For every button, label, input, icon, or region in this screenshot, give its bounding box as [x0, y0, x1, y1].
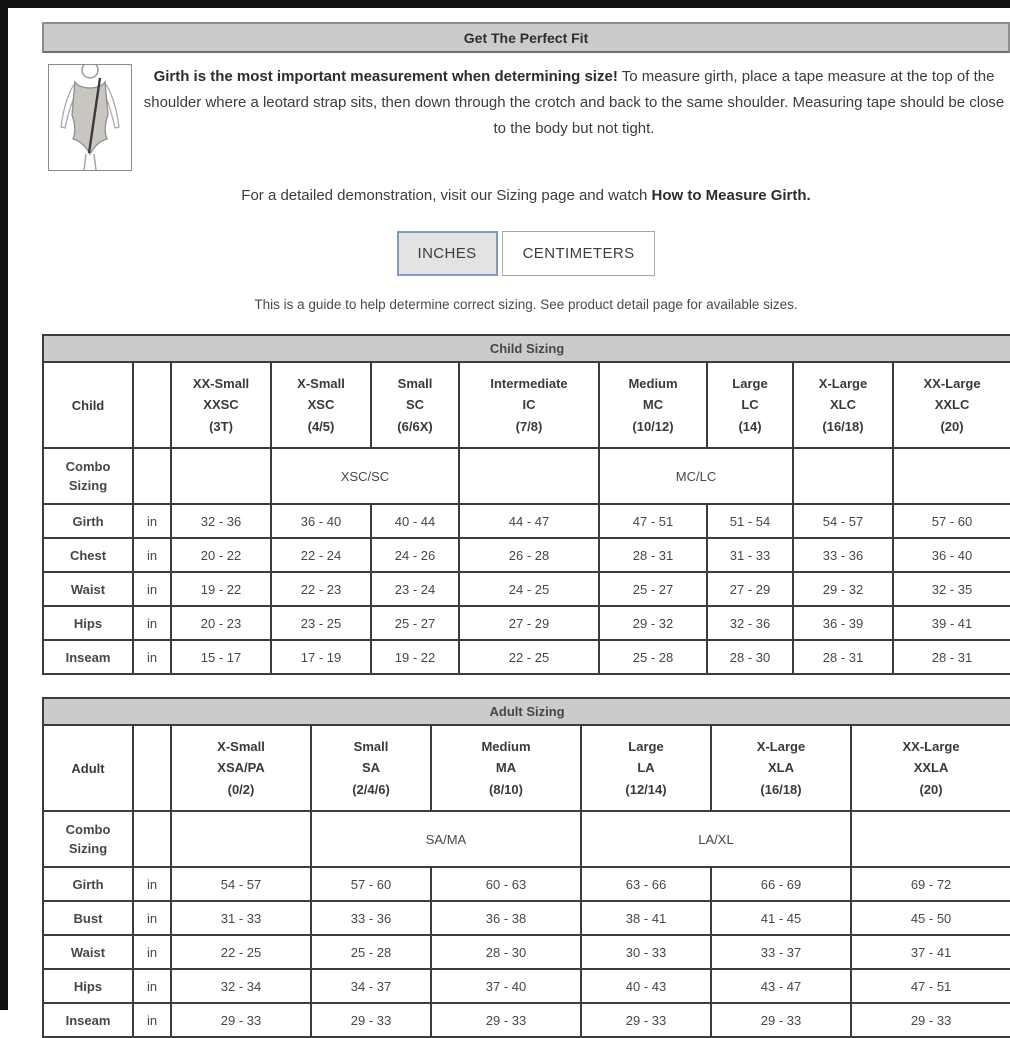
combo-group-cell: SA/MA — [311, 811, 581, 867]
unit-column-header — [133, 725, 171, 811]
size-header-line: (8/10) — [489, 781, 523, 797]
size-header-line: (4/5) — [307, 418, 335, 434]
unit-cell: in — [133, 504, 171, 538]
adult-size-column-header — [711, 725, 851, 811]
page-content — [42, 22, 1010, 1038]
unit-cell: in — [133, 935, 171, 969]
measurement-value-cell: 25 - 28 — [599, 640, 707, 674]
size-header-line: SA — [361, 760, 381, 776]
combo-group-cell — [793, 448, 893, 504]
measurement-value-cell: 22 - 25 — [171, 935, 311, 969]
size-header-line: (0/2) — [227, 781, 255, 797]
adult-size-column-header — [581, 725, 711, 811]
adult-row-waist — [43, 935, 1010, 969]
centimeters-button[interactable]: CENTIMETERS — [502, 231, 656, 276]
adult-size-column-header — [311, 725, 431, 811]
child-size-column-header — [793, 362, 893, 448]
measurement-value-cell: 22 - 25 — [459, 640, 599, 674]
demo-line — [42, 187, 1010, 204]
size-header-line: MC — [642, 397, 664, 413]
size-header-line: (7/8) — [515, 418, 543, 434]
sizing-guide-note: This is a guide to help determine correct sizing. See product detail page for available sizes. — [254, 297, 798, 312]
measurement-value-cell: 36 - 39 — [793, 606, 893, 640]
measurement-value-cell: 51 - 54 — [707, 504, 793, 538]
size-header-line: XXLC — [934, 397, 970, 413]
size-header-line: (16/18) — [760, 781, 802, 797]
size-header-line: (3T) — [209, 418, 233, 434]
measurement-label: Girth — [43, 867, 133, 901]
window-frame-left — [0, 0, 8, 1010]
measurement-value-cell: 29 - 33 — [431, 1003, 581, 1037]
size-header-line: Medium — [481, 738, 531, 754]
measurement-value-cell: 28 - 30 — [707, 640, 793, 674]
measurement-value-cell: 29 - 33 — [581, 1003, 711, 1037]
size-header-line: XXSC — [203, 397, 239, 413]
window-frame-top — [0, 0, 1010, 8]
measurement-label: Chest — [43, 538, 133, 572]
measurement-value-cell: 29 - 32 — [599, 606, 707, 640]
measurement-value-cell: 33 - 36 — [793, 538, 893, 572]
measurement-value-cell: 30 - 33 — [581, 935, 711, 969]
measurement-value-cell: 28 - 31 — [893, 640, 1010, 674]
measurement-label: Hips — [43, 606, 133, 640]
size-header-line: MA — [495, 760, 517, 776]
adult-row-header: Adult — [43, 725, 133, 811]
size-header-line: XSC — [307, 397, 335, 413]
combo-group-cell — [851, 811, 1010, 867]
size-header-line: Large — [628, 738, 664, 754]
size-header-line: XX-Small — [192, 375, 250, 391]
unit-cell: in — [133, 1003, 171, 1037]
adult-sizing-table — [42, 697, 1010, 1038]
measurement-value-cell: 31 - 33 — [707, 538, 793, 572]
measurement-value-cell: 38 - 41 — [581, 901, 711, 935]
size-header-line: Medium — [628, 375, 678, 391]
unit-cell: in — [133, 606, 171, 640]
size-header-line: (20) — [940, 418, 964, 434]
measurement-value-cell: 57 - 60 — [893, 504, 1010, 538]
measurement-label: Waist — [43, 935, 133, 969]
measurement-value-cell: 34 - 37 — [311, 969, 431, 1003]
combo-group-cell: XSC/SC — [271, 448, 459, 504]
inches-button[interactable]: INCHES — [397, 231, 498, 276]
adult-size-column-header — [851, 725, 1010, 811]
child-size-header-row — [43, 362, 1010, 448]
measurement-value-cell: 54 - 57 — [793, 504, 893, 538]
adult-row-girth — [43, 867, 1010, 901]
size-header-line: XXLA — [913, 760, 949, 776]
measurement-value-cell: 27 - 29 — [707, 572, 793, 606]
combo-group-cell — [171, 811, 311, 867]
unit-cell — [133, 811, 171, 867]
adult-row-bust — [43, 901, 1010, 935]
child-size-column-header — [599, 362, 707, 448]
unit-cell — [133, 448, 171, 504]
child-combo-sizing-row — [43, 448, 1010, 504]
unit-toggle — [42, 231, 1010, 276]
measurement-value-cell: 28 - 31 — [599, 538, 707, 572]
measurement-value-cell: 29 - 33 — [311, 1003, 431, 1037]
measurement-value-cell: 41 - 45 — [711, 901, 851, 935]
measurement-value-cell: 54 - 57 — [171, 867, 311, 901]
measurement-value-cell: 36 - 38 — [431, 901, 581, 935]
measurement-label: Girth — [43, 504, 133, 538]
measurement-label: Inseam — [43, 640, 133, 674]
measurement-value-cell: 28 - 31 — [793, 640, 893, 674]
adult-row-inseam — [43, 1003, 1010, 1037]
leotard-girth-diagram-icon — [48, 64, 132, 171]
measurement-value-cell: 28 - 30 — [431, 935, 581, 969]
measurement-value-cell: 69 - 72 — [851, 867, 1010, 901]
size-header-line: XX-Large — [902, 738, 960, 754]
size-header-line: (14) — [738, 418, 762, 434]
demo-line-text: For a detailed demonstration, visit our Sizing page and watch — [241, 187, 652, 204]
measurement-value-cell: 27 - 29 — [459, 606, 599, 640]
measurement-value-cell: 31 - 33 — [171, 901, 311, 935]
size-header-line: XSA/PA — [217, 760, 265, 776]
unit-cell: in — [133, 867, 171, 901]
combo-group-cell: MC/LC — [599, 448, 793, 504]
measurement-value-cell: 40 - 43 — [581, 969, 711, 1003]
measurement-value-cell: 22 - 23 — [271, 572, 371, 606]
measurement-value-cell: 43 - 47 — [711, 969, 851, 1003]
child-size-column-header — [371, 362, 459, 448]
measurement-value-cell: 33 - 37 — [711, 935, 851, 969]
size-header-line: Small — [353, 738, 389, 754]
measurement-value-cell: 26 - 28 — [459, 538, 599, 572]
child-row-chest — [43, 538, 1010, 572]
size-header-line: XX-Large — [923, 375, 981, 391]
size-header-line: XLA — [768, 760, 794, 776]
size-header-line: IC — [522, 397, 536, 413]
size-header-line: X-Small — [297, 375, 345, 391]
measurement-value-cell: 23 - 25 — [271, 606, 371, 640]
child-row-waist — [43, 572, 1010, 606]
combo-sizing-label: Combo Sizing — [43, 448, 133, 504]
measurement-value-cell: 40 - 44 — [371, 504, 459, 538]
measurement-value-cell: 24 - 26 — [371, 538, 459, 572]
measurement-value-cell: 32 - 36 — [707, 606, 793, 640]
unit-cell: in — [133, 640, 171, 674]
child-row-hips — [43, 606, 1010, 640]
measurement-value-cell: 37 - 40 — [431, 969, 581, 1003]
measurement-label: Inseam — [43, 1003, 133, 1037]
size-header-line: Small — [397, 375, 433, 391]
measurement-value-cell: 19 - 22 — [171, 572, 271, 606]
measurement-value-cell: 32 - 35 — [893, 572, 1010, 606]
measurement-label: Waist — [43, 572, 133, 606]
measurement-value-cell: 25 - 27 — [599, 572, 707, 606]
child-size-column-header — [459, 362, 599, 448]
measurement-value-cell: 29 - 33 — [171, 1003, 311, 1037]
measurement-value-cell: 23 - 24 — [371, 572, 459, 606]
measurement-value-cell: 36 - 40 — [893, 538, 1010, 572]
combo-group-cell — [171, 448, 271, 504]
combo-sizing-label: Combo Sizing — [43, 811, 133, 867]
measurement-value-cell: 33 - 36 — [311, 901, 431, 935]
girth-instructions — [132, 64, 1010, 171]
intro-section — [42, 64, 1010, 171]
girth-instructions-lead: Girth is the most important measurement when determining size! — [153, 68, 618, 85]
measurement-value-cell: 25 - 28 — [311, 935, 431, 969]
adult-size-header-row — [43, 725, 1010, 811]
demo-line-link-text: How to Measure Girth. — [651, 187, 811, 204]
size-header-line: LC — [741, 397, 759, 413]
measurement-value-cell: 17 - 19 — [271, 640, 371, 674]
unit-cell: in — [133, 572, 171, 606]
size-header-line: LA — [637, 760, 655, 776]
size-header-line: SC — [405, 397, 425, 413]
adult-combo-sizing-row — [43, 811, 1010, 867]
size-header-line: (20) — [919, 781, 943, 797]
measurement-label: Bust — [43, 901, 133, 935]
size-header-line: X-Small — [217, 738, 265, 754]
measurement-value-cell: 20 - 22 — [171, 538, 271, 572]
size-header-line: (10/12) — [632, 418, 674, 434]
size-header-line: Large — [732, 375, 768, 391]
measurement-value-cell: 32 - 36 — [171, 504, 271, 538]
size-header-line: X-Large — [818, 375, 868, 391]
size-header-line: X-Large — [756, 738, 806, 754]
adult-size-column-header — [431, 725, 581, 811]
measurement-value-cell: 19 - 22 — [371, 640, 459, 674]
measurement-value-cell: 66 - 69 — [711, 867, 851, 901]
page-title: Get The Perfect Fit — [42, 22, 1010, 53]
size-header-line: (12/14) — [625, 781, 667, 797]
size-header-line: Intermediate — [490, 375, 568, 391]
measurement-value-cell: 37 - 41 — [851, 935, 1010, 969]
child-size-column-header — [271, 362, 371, 448]
measurement-value-cell: 15 - 17 — [171, 640, 271, 674]
measurement-value-cell: 44 - 47 — [459, 504, 599, 538]
measurement-label: Hips — [43, 969, 133, 1003]
child-size-column-header — [893, 362, 1010, 448]
measurement-value-cell: 25 - 27 — [371, 606, 459, 640]
unit-column-header — [133, 362, 171, 448]
size-header-line: XLC — [830, 397, 856, 413]
adult-size-column-header — [171, 725, 311, 811]
size-header-line: (2/4/6) — [352, 781, 390, 797]
measurement-value-cell: 20 - 23 — [171, 606, 271, 640]
measurement-value-cell: 47 - 51 — [851, 969, 1010, 1003]
measurement-value-cell: 39 - 41 — [893, 606, 1010, 640]
size-header-line: (6/6X) — [397, 418, 433, 434]
measurement-value-cell: 63 - 66 — [581, 867, 711, 901]
measurement-value-cell: 32 - 34 — [171, 969, 311, 1003]
measurement-value-cell: 22 - 24 — [271, 538, 371, 572]
adult-row-hips — [43, 969, 1010, 1003]
combo-group-cell — [893, 448, 1010, 504]
measurement-value-cell: 24 - 25 — [459, 572, 599, 606]
child-row-inseam — [43, 640, 1010, 674]
measurement-value-cell: 29 - 33 — [851, 1003, 1010, 1037]
unit-cell: in — [133, 901, 171, 935]
measurement-value-cell: 45 - 50 — [851, 901, 1010, 935]
combo-group-cell: LA/XL — [581, 811, 851, 867]
child-row-header: Child — [43, 362, 133, 448]
adult-sizing-section-title: Adult Sizing — [43, 698, 1010, 725]
child-sizing-section-title: Child Sizing — [43, 335, 1010, 362]
unit-cell: in — [133, 969, 171, 1003]
measurement-value-cell: 29 - 33 — [711, 1003, 851, 1037]
size-header-line: (16/18) — [822, 418, 864, 434]
measurement-value-cell: 36 - 40 — [271, 504, 371, 538]
measurement-value-cell: 29 - 32 — [793, 572, 893, 606]
child-size-column-header — [707, 362, 793, 448]
unit-cell: in — [133, 538, 171, 572]
child-sizing-table — [42, 334, 1010, 675]
combo-group-cell — [459, 448, 599, 504]
measurement-value-cell: 60 - 63 — [431, 867, 581, 901]
girth-instructions-body: To measure girth, place a tape measure at the top of the shoulder where a leotard strap sits, then down through the crotch and back to the same shoulder. Measuring tape should be close to the body but not tight. — [143, 68, 1005, 137]
child-row-girth — [43, 504, 1010, 538]
child-size-column-header — [171, 362, 271, 448]
measurement-value-cell: 57 - 60 — [311, 867, 431, 901]
measurement-value-cell: 47 - 51 — [599, 504, 707, 538]
